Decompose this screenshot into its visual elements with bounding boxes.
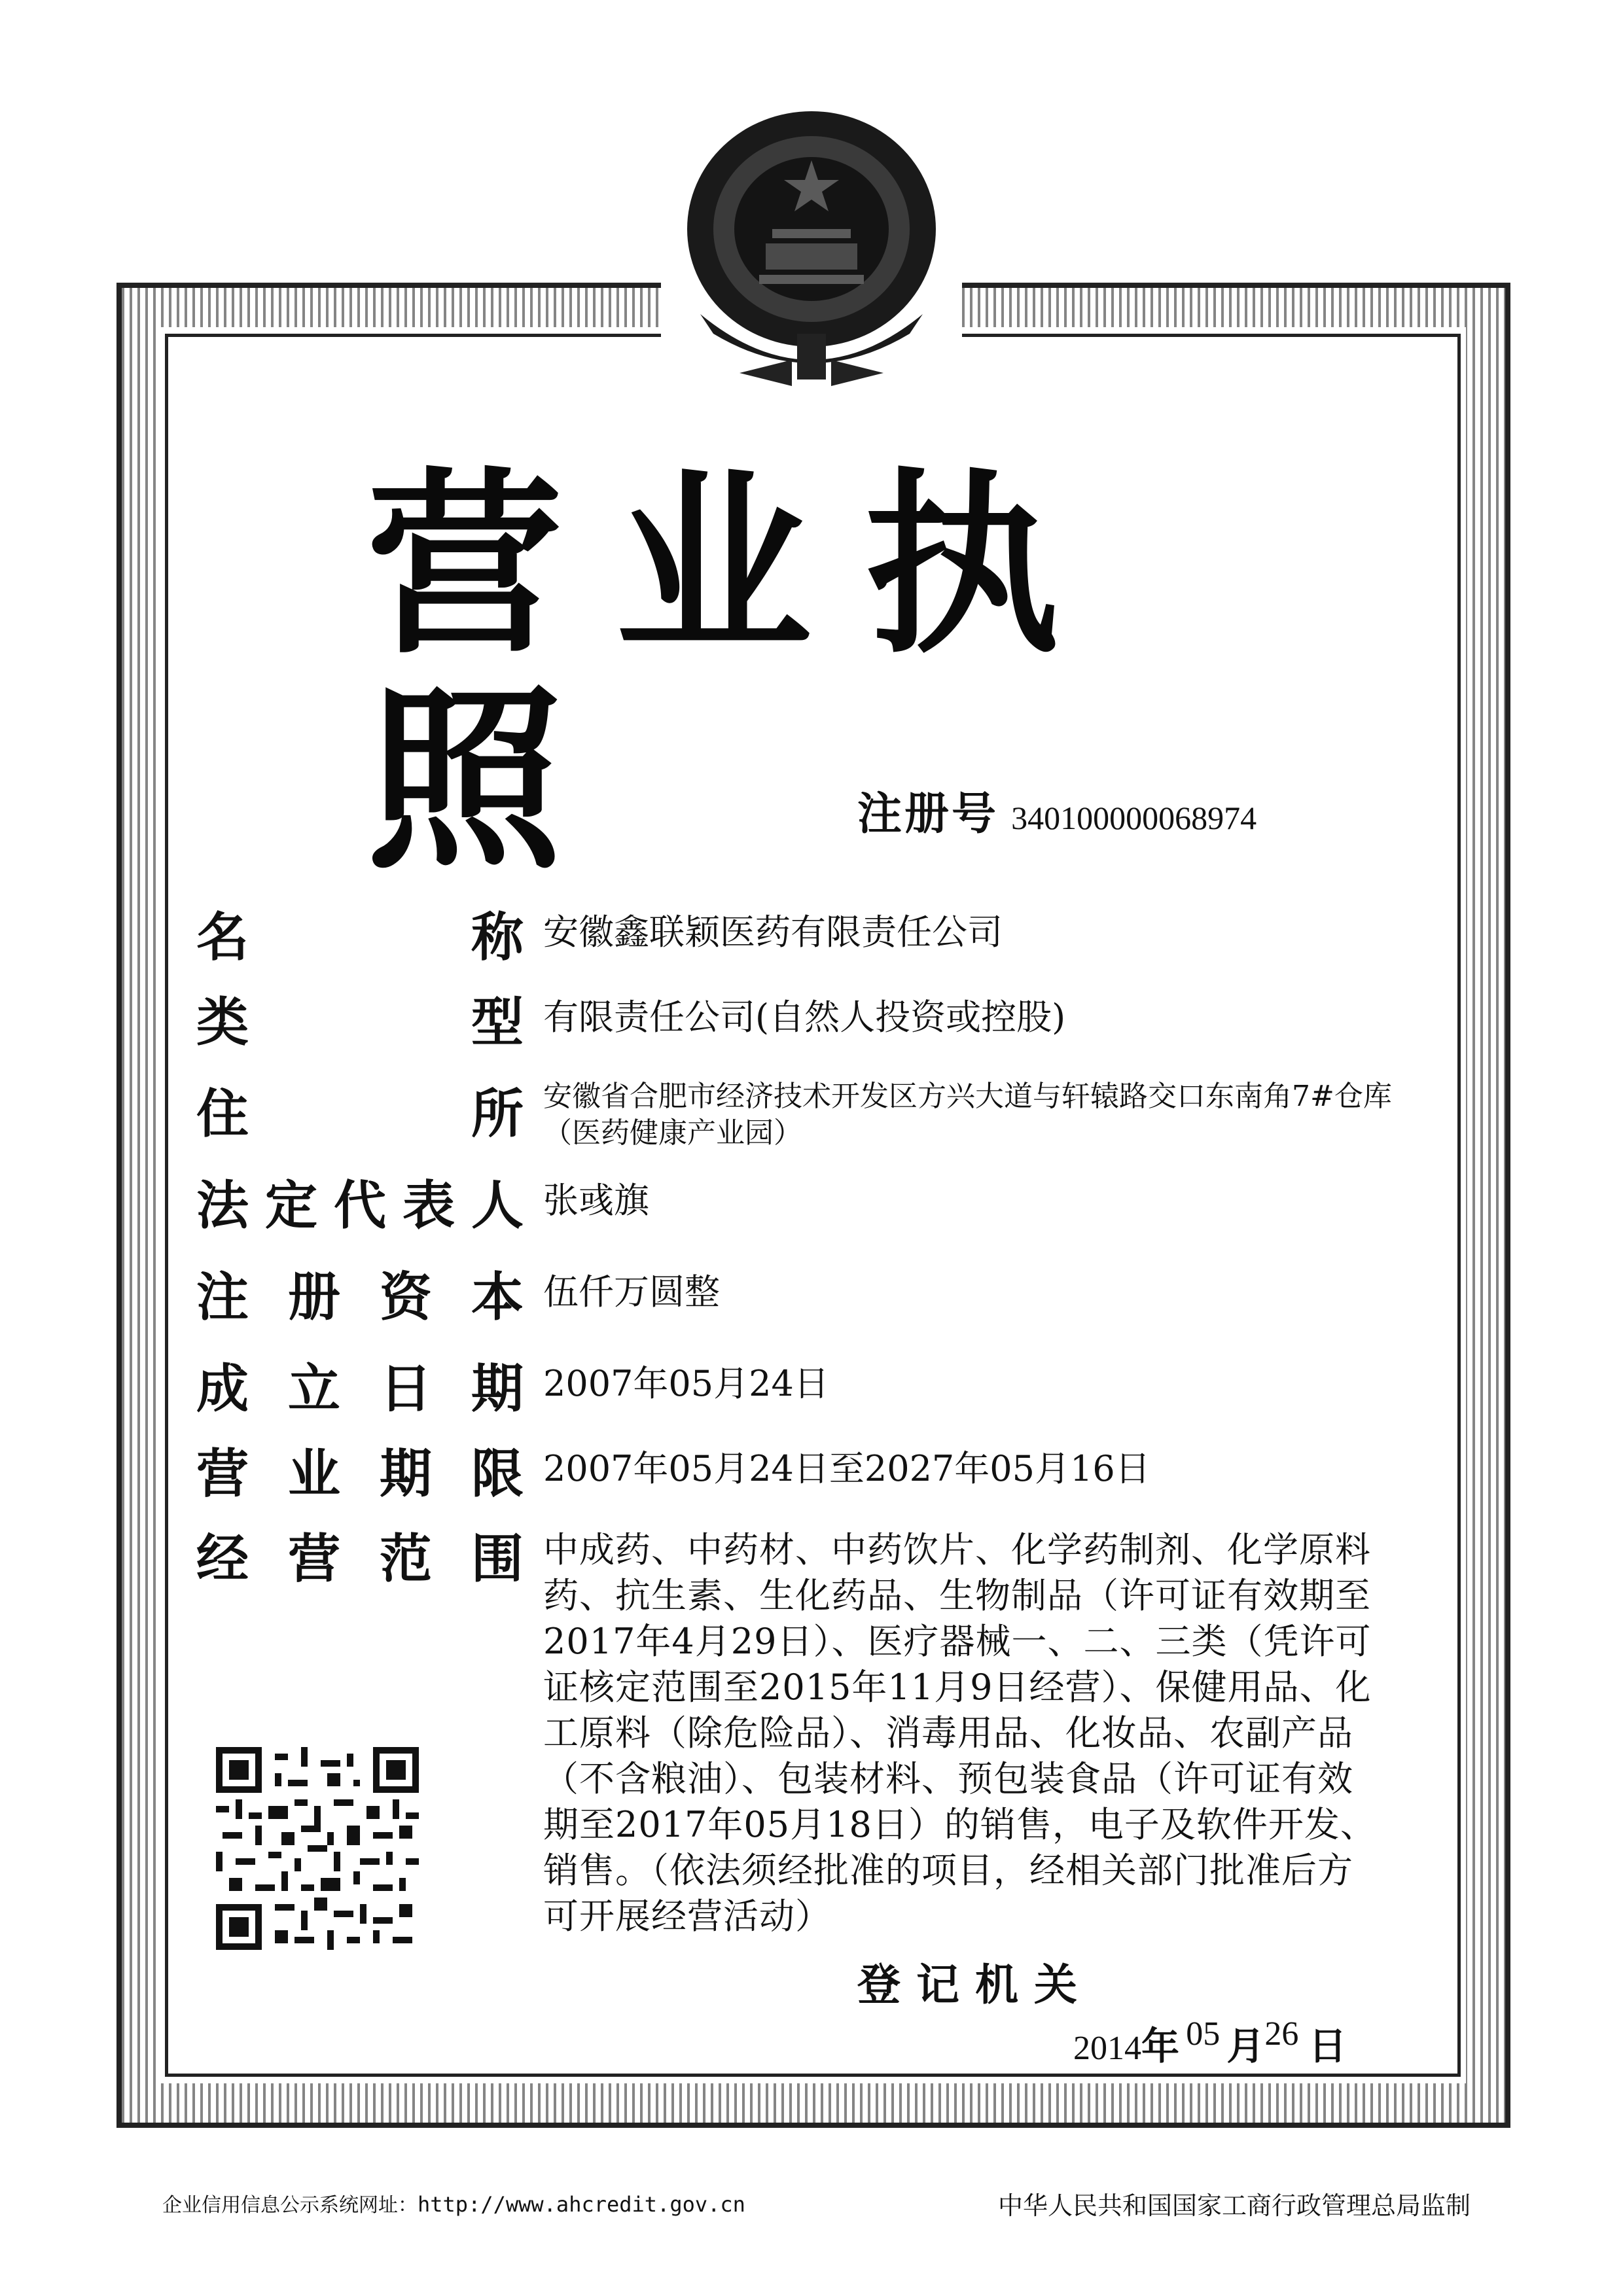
issue-month: 05 (1186, 2015, 1221, 2053)
field-label: 成 立 日 期 (196, 1358, 524, 1419)
field-label: 类 型 (196, 991, 524, 1053)
field-value: 有限责任公司(自然人投资或控股) (543, 997, 1066, 1038)
national-emblem-icon (661, 98, 962, 406)
footer-issuer: 中华人民共和国国家工商行政管理总局监制 (998, 2191, 1471, 2220)
field-value: 2007年05月24日至2027年05月16日 (543, 1448, 1150, 1489)
field-label: 经 营 范 围 (196, 1528, 524, 1589)
registration-value: 340100000068974 (1011, 800, 1257, 836)
field-value: 中成药、中药材、中药饮片、化学药制剂、化学原料药、抗生素、生化药品、生物制品（许可证有效期至2017年4月29日）、医疗器械一、二、三类（凭许可证核定范围至2015年11月9日经营）、保健用品、化工原料（除危险品）、消毒用品、化妆品、农副产品（不含粮油）、包装材料、预包装食品（许可证有效期至2017年05月18日）的销售，电子及软件开发、销售。（依法须经批准的项目，经相关部门批准后方可开展经营活动） (543, 1529, 1376, 1937)
field-value: 安徽鑫联颖医药有限责任公司 (543, 911, 1003, 953)
issue-date: 2014年 05 月26 日 (1073, 2015, 1347, 2068)
registration-number (857, 779, 1257, 851)
issue-year: 2014 (1073, 2030, 1141, 2067)
field-label: 注 册 资 本 (196, 1266, 524, 1328)
field-value: 安徽省合肥市经济技术开发区方兴大道与轩辕路交口东南角7#仓库（医药健康产业园） (543, 1080, 1392, 1150)
issue-day: 26 (1264, 2015, 1299, 2053)
field-label: 住 所 (196, 1083, 524, 1144)
field-value: 伍仟万圆整 (543, 1271, 720, 1313)
field-value: 张彧旗 (543, 1180, 649, 1221)
field-label: 法 定 代 表 人 (196, 1174, 524, 1236)
field-label: 营 业 期 限 (196, 1443, 524, 1504)
footer-website: 企业信用信息公示系统网址：http://www.ahcredit.gov.cn (162, 2192, 745, 2217)
document-title: 营业执照 (366, 451, 1113, 896)
field-label: 名 称 (196, 906, 524, 968)
qr-code-icon (216, 1747, 419, 1950)
footer-url[interactable]: http://www.ahcredit.gov.cn (418, 2192, 745, 2217)
field-value: 2007年05月24日 (543, 1363, 829, 1404)
registration-authority: 登记机关 (857, 1960, 1093, 2010)
registration-label: 注册号 (857, 788, 999, 840)
